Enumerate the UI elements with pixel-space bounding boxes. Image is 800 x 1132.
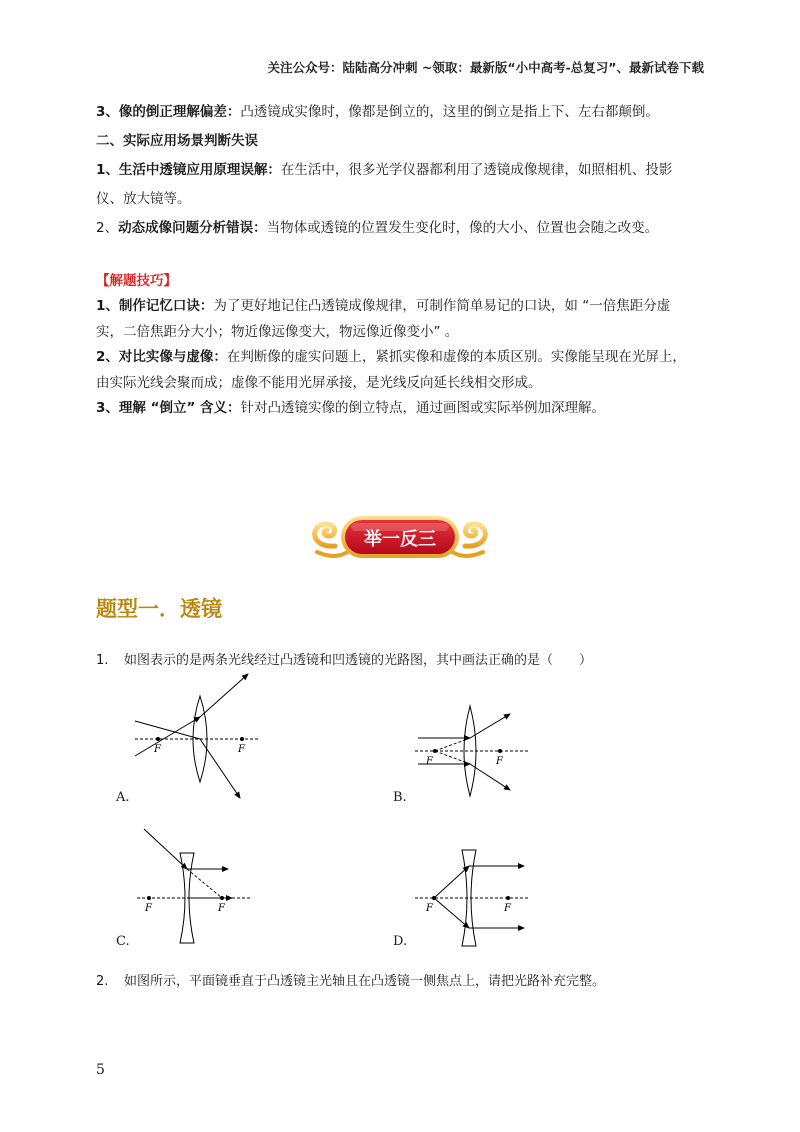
tip-3-title: 3、理解 “倒立” 含义： xyxy=(96,400,241,416)
diagram-b-focus-right: F xyxy=(496,756,503,767)
diagram-a-focus-left: F xyxy=(154,744,161,755)
diagram-b-focus-left: F xyxy=(426,756,433,767)
banner xyxy=(305,506,495,568)
option-d-label: D. xyxy=(393,934,408,949)
error-item-3-text: 凸透镜成实像时，像都是倒立的，这里的倒立是指上下、左右都颠倒。 xyxy=(240,104,659,120)
tip-1-title: 1、制作记忆口诀： xyxy=(96,298,214,314)
diagram-b xyxy=(410,700,530,800)
error-item-1 xyxy=(96,158,672,178)
banner-label: 举一反三 xyxy=(364,529,436,550)
diagram-c xyxy=(132,825,262,945)
page-number: 5 xyxy=(96,1062,105,1078)
tip-2 xyxy=(96,345,686,365)
diagram-d-focus-left: F xyxy=(426,903,433,914)
error-item-1-title: 1、生活中透镜应用原理误解： xyxy=(96,162,281,178)
page-header: 关注公众号：陆陆高分冲刺 ~领取：最新版“小中高考-总复习”、最新试卷下载 xyxy=(267,60,704,75)
tip-3 xyxy=(96,396,605,416)
diagram-d xyxy=(412,838,542,948)
diagram-a-svg xyxy=(130,670,280,800)
option-a-label: A. xyxy=(116,790,130,805)
error-item-2-title: 动态成像问题分析错误： xyxy=(118,220,267,236)
diagram-d-svg xyxy=(412,838,542,948)
question-2 xyxy=(96,970,605,989)
diagram-c-focus-left: F xyxy=(145,903,152,914)
question-2-number: 2. xyxy=(96,974,109,989)
error-item-3 xyxy=(96,100,659,120)
diagram-a xyxy=(130,670,280,800)
section-title: 题型一．透镜 xyxy=(96,597,222,621)
error-item-2-text: 当物体或透镜的位置发生变化时，像的大小、位置也会随之改变。 xyxy=(266,220,659,236)
tips-heading: 【解题技巧】 xyxy=(96,273,177,289)
error-item-3-title: 3、像的倒正理解偏差： xyxy=(96,104,241,120)
error-item-1-text-b: 仪、放大镜等。 xyxy=(96,191,191,207)
option-c-label: C. xyxy=(116,934,130,949)
tip-1-text-b: 实，二倍焦距分大小；物近像远像变大，物远像近像变小” 。 xyxy=(96,324,459,340)
error-item-2 xyxy=(96,216,658,236)
tip-2-title: 2、对比实像与虚像： xyxy=(96,349,227,365)
diagram-c-svg xyxy=(132,825,262,945)
tip-1-text-a: 为了更好地记住凸透镜成像规律，可制作简单易记的口诀，如 “一倍焦距分虚 xyxy=(213,298,671,314)
diagram-c-focus-right: F xyxy=(218,903,225,914)
diagram-b-svg xyxy=(410,700,530,800)
question-2-text: 如图所示，平面镜垂直于凸透镜主光轴且在凸透镜一侧焦点上，请把光路补充完整。 xyxy=(124,974,606,989)
question-1-number: 1. xyxy=(96,653,109,668)
error-item-2-num: 2、 xyxy=(96,220,119,236)
tip-1 xyxy=(96,294,670,314)
error-item-1-text-a: 在生活中，很多光学仪器都利用了透镜成像规律，如照相机、投影 xyxy=(280,162,673,178)
diagram-d-focus-right: F xyxy=(504,903,511,914)
section-2-title: 二、实际应用场景判断失误 xyxy=(96,133,258,149)
tip-2-text-a: 在判断像的虚实问题上，紧抓实像和虚像的本质区别。实像能呈现在光屏上， xyxy=(226,349,686,365)
tip-2-text-b: 由实际光线会聚而成；虚像不能用光屏承接，是光线反向延长线相交形成。 xyxy=(96,375,542,391)
diagram-a-focus-right: F xyxy=(238,744,245,755)
option-b-label: B. xyxy=(393,790,407,805)
tip-3-text: 针对凸透镜实像的倒立特点，通过画图或实际举例加深理解。 xyxy=(240,400,606,416)
question-1-text: 如图表示的是两条光线经过凸透镜和凹透镜的光路图，其中画法正确的是（ ） xyxy=(124,653,593,668)
question-1 xyxy=(96,649,592,668)
